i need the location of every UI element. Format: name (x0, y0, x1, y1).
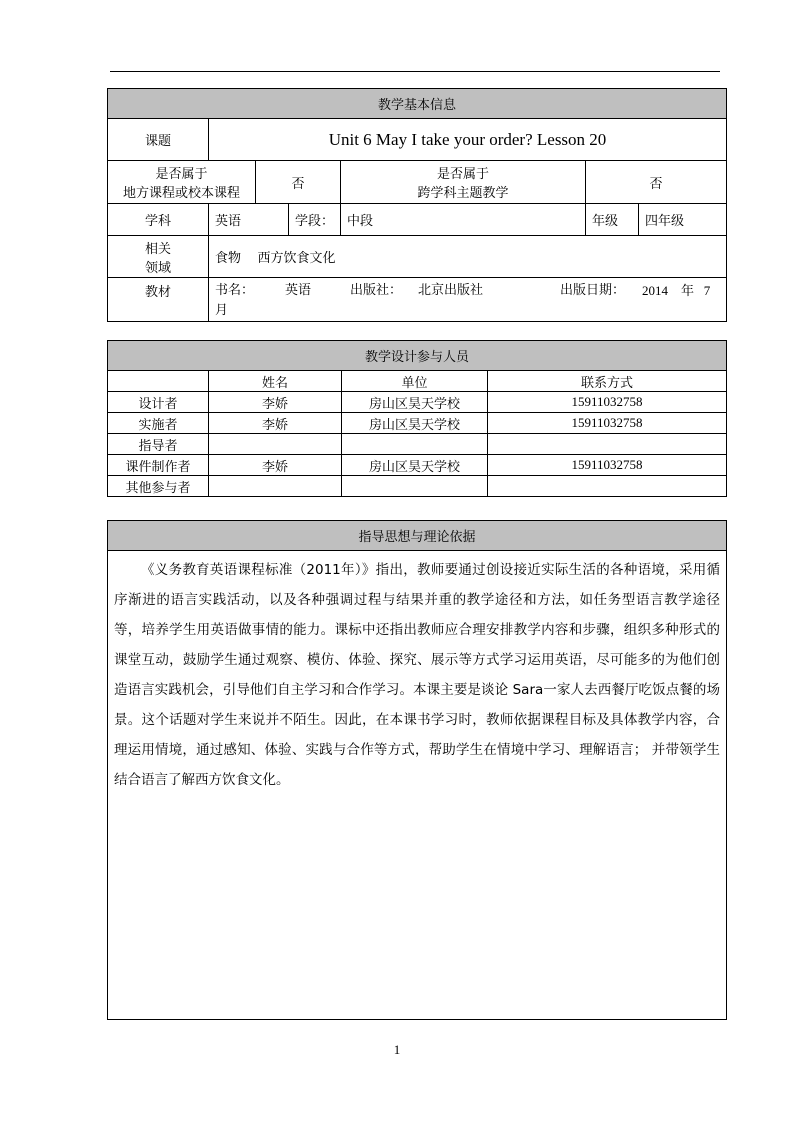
name-cell: 李娇 (209, 392, 342, 413)
unit-cell (342, 476, 488, 497)
contact-cell (488, 434, 727, 455)
name-cell (209, 434, 342, 455)
guiding-header: 指导思想与理论依据 (108, 521, 727, 551)
table-row (108, 434, 727, 455)
column-header (108, 371, 209, 392)
topic-label: 课题 (108, 119, 209, 161)
local-course-label-line1: 是否属于 (155, 167, 208, 182)
unit-cell: 房山区昊天学校 (342, 455, 488, 476)
publisher-value: 北京出版社 (418, 283, 484, 298)
cross-subject-value: 否 (586, 161, 727, 204)
table-row (108, 413, 727, 434)
local-course-label-line2: 地方课程或校本课程 (122, 186, 240, 201)
pub-date-value: 2014 年 7 (642, 283, 711, 298)
pub-date-label: 出版日期： (560, 283, 626, 298)
field-label (108, 236, 209, 278)
participants-table (107, 340, 727, 497)
grade-label: 年级 (586, 204, 639, 236)
subject-value: 英语 (209, 204, 289, 236)
textbook-label: 教材 (108, 278, 209, 322)
unit-cell (342, 434, 488, 455)
table-row (108, 392, 727, 413)
topic-value: Unit 6 May I take your order? Lesson 20 (209, 119, 727, 161)
local-course-value: 否 (256, 161, 341, 204)
contact-cell (488, 476, 727, 497)
basic-info-header: 教学基本信息 (108, 89, 727, 119)
field-label-line1: 相关 (144, 241, 171, 257)
grade-value: 四年级 (639, 204, 727, 236)
header-rule (110, 71, 720, 72)
subject-label: 学科 (108, 204, 209, 236)
cross-subject-label-line1: 是否属于 (436, 167, 489, 182)
guiding-body: 《义务教育英语课程标准（2011年）》指出，教师要通过创设接近实际生活的各种语境，采用循序渐进的语言实践活动，以及各种强调过程与结果并重的教学途径和方法，如任务型语言教学途径等，培养学生用英语做事情的能力。课标中还指出教师应合理安排教学内容和步骤，组织多种形式的课堂互动，鼓励学生通过观察、模仿、体验、探究、展示等方式学习运用英语，尽可能多的为他们创造语言实践机会，引导他们自主学习和合作学习。本课主要是谈论 Sara一家人去西餐厅吃饭点餐的场景。这个话题对学生来说并不陌生。因此，在本课书学习时，教师依据课程目标及具体教学内容，合理运用情境，通过感知、体验、实践与合作等方式，帮助学生在情境中学习、理解语言； 并带领学生结合语言了解西方饮食文化。 (108, 551, 727, 1020)
contact-cell: 15911032758 (488, 392, 727, 413)
table-row (108, 455, 727, 476)
publisher-label: 出版社： (350, 283, 403, 298)
name-cell: 李娇 (209, 455, 342, 476)
basic-info-table (107, 88, 727, 322)
role-cell: 课件制作者 (108, 455, 209, 476)
field-value: 食物 西方饮食文化 (209, 236, 727, 278)
field-label-line2: 领域 (144, 260, 171, 276)
page-number: 1 (393, 1042, 401, 1057)
role-cell: 设计者 (108, 392, 209, 413)
stage-value: 中段 (341, 204, 586, 236)
role-cell: 指导者 (108, 434, 209, 455)
name-cell: 李娇 (209, 413, 342, 434)
participants-header: 教学设计参与人员 (108, 341, 727, 371)
table-row (108, 476, 727, 497)
contact-cell: 15911032758 (488, 455, 727, 476)
column-header-unit: 单位 (342, 371, 488, 392)
stage-label: 学段： (289, 204, 341, 236)
name-cell (209, 476, 342, 497)
unit-cell: 房山区昊天学校 (342, 392, 488, 413)
role-cell: 其他参与者 (108, 476, 209, 497)
book-name-value: 英语 (285, 283, 312, 298)
local-course-label (108, 161, 256, 204)
book-name-label: 书名： (215, 283, 255, 298)
role-cell: 实施者 (108, 413, 209, 434)
contact-cell: 15911032758 (488, 413, 727, 434)
unit-cell: 房山区昊天学校 (342, 413, 488, 434)
textbook-value (209, 278, 727, 322)
guiding-table (107, 520, 727, 1020)
cross-subject-label-line2: 跨学科主题教学 (417, 186, 509, 201)
cross-subject-label (341, 161, 586, 204)
textbook-line1 (215, 281, 720, 301)
column-header-contact: 联系方式 (488, 371, 727, 392)
column-header-name: 姓名 (209, 371, 342, 392)
pub-date-month: 月 (215, 303, 229, 318)
